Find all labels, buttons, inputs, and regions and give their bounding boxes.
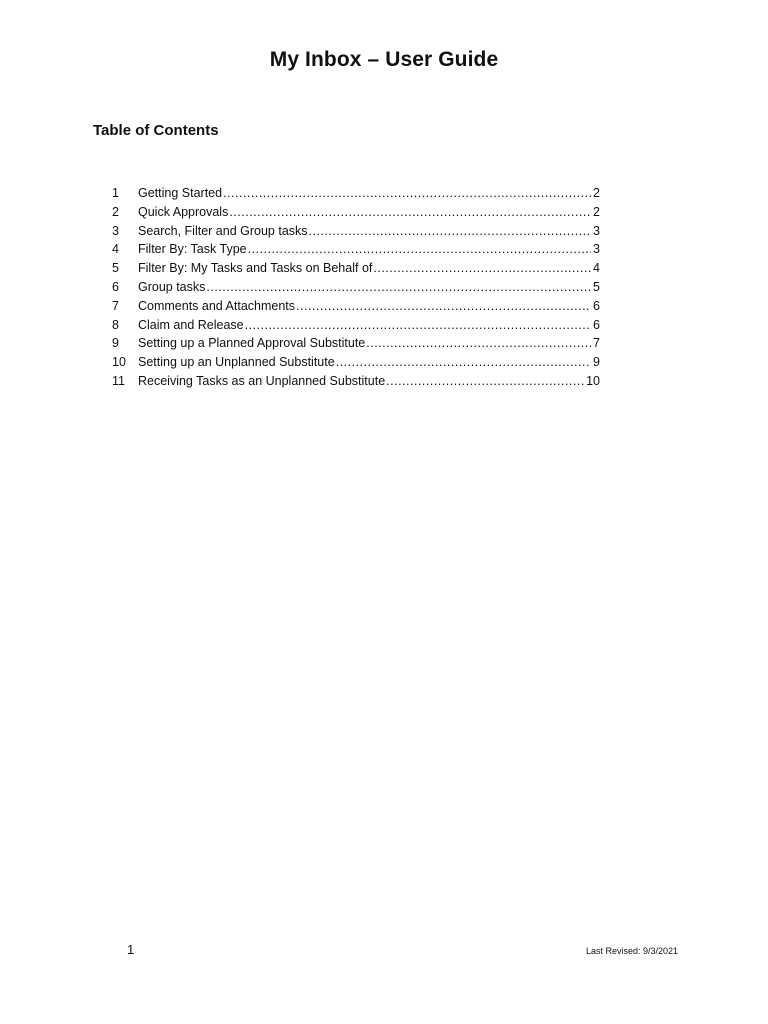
footer-last-revised: Last Revised: 9/3/2021	[585, 946, 678, 956]
toc-entry[interactable]	[112, 316, 600, 335]
toc-entry-title: Comments and Attachments	[138, 298, 296, 313]
toc-dot-leader	[296, 297, 591, 316]
document-title: My Inbox – User Guide	[269, 48, 499, 71]
toc-entry-number: 10	[112, 355, 126, 370]
toc-entry[interactable]	[112, 278, 600, 297]
toc-entry-number: 9	[112, 336, 119, 351]
toc-dot-leader	[373, 259, 591, 278]
toc-entry-number: 4	[112, 242, 119, 257]
toc-entry-page: 9	[593, 355, 600, 370]
toc-entry-page: 6	[593, 317, 600, 332]
toc-entry[interactable]	[112, 334, 600, 353]
toc-dot-leader	[366, 334, 591, 353]
toc-dot-leader	[336, 353, 591, 372]
toc-entry-title: Setting up an Unplanned Substitute	[138, 355, 335, 370]
toc-entry[interactable]	[112, 222, 600, 241]
toc-entry[interactable]	[112, 372, 600, 391]
toc-entry-title: Quick Approvals	[138, 204, 229, 219]
toc-entry-number: 7	[112, 298, 119, 313]
toc-list	[112, 184, 600, 391]
toc-entry-number: 1	[112, 186, 119, 200]
toc-entry-title: Group tasks	[138, 279, 206, 294]
toc-dot-leader	[245, 316, 591, 335]
toc-entry-number: 5	[112, 261, 119, 276]
toc-entry[interactable]	[112, 259, 600, 278]
toc-entry-page: 3	[593, 223, 600, 238]
toc-dot-leader	[206, 278, 591, 297]
toc-entry[interactable]	[112, 184, 600, 203]
toc-entry-page: 3	[593, 242, 600, 257]
toc-entry-page: 4	[593, 261, 600, 276]
toc-entry-title: Setting up a Planned Approval Substitute	[138, 336, 366, 351]
toc-entry-title: Filter By: Task Type	[138, 242, 247, 257]
toc-entry-number: 8	[112, 317, 119, 332]
toc-entry-title: Receiving Tasks as an Unplanned Substitute	[138, 373, 386, 388]
toc-entry-number: 6	[112, 279, 119, 294]
toc-entry-number: 11	[112, 373, 125, 388]
toc-entry-page: 2	[593, 204, 600, 219]
toc-dot-leader	[223, 184, 591, 203]
toc-entry-title: Claim and Release	[138, 317, 244, 332]
toc-dot-leader	[386, 372, 585, 391]
toc-dot-leader	[309, 222, 591, 241]
toc-entry-page: 6	[593, 298, 600, 313]
toc-heading: Table of Contents	[93, 122, 219, 139]
toc-dot-leader	[229, 203, 591, 222]
toc-entry[interactable]	[112, 240, 600, 259]
toc-entry-title: Filter By: My Tasks and Tasks on Behalf of	[138, 261, 373, 276]
toc-entry-number: 3	[112, 223, 119, 238]
toc-entry-page: 10	[586, 373, 600, 388]
toc-entry-page: 2	[593, 186, 600, 200]
toc-entry-number: 2	[112, 204, 119, 219]
toc-entry[interactable]	[112, 353, 600, 372]
toc-entry[interactable]	[112, 297, 600, 316]
toc-entry-title: Search, Filter and Group tasks	[138, 223, 308, 238]
toc-entry[interactable]	[112, 203, 600, 222]
toc-dot-leader	[248, 240, 591, 259]
toc-entry-title: Getting Started	[138, 186, 223, 200]
toc-entry-page: 5	[593, 279, 600, 294]
toc-entry-page: 7	[593, 336, 600, 351]
footer-page-number: 1	[127, 942, 135, 957]
